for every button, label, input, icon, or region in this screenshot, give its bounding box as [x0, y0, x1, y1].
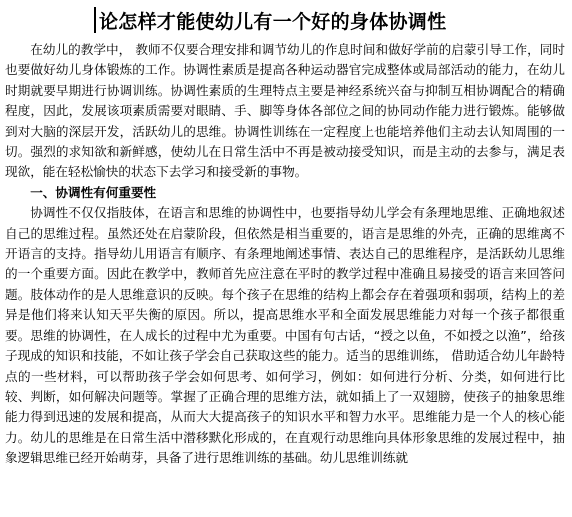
section-paragraph: 协调性不仅仅指肢体，在语言和思维的协调性中，也要指导幼儿学会有条理地思维、正确地叙述自己的思维过程。虽然还处在启蒙阶段，但依然是相当重要的，语言是思维的外壳，正确的思维离不开语言的支持。指导幼儿用语言有顺序、有条理地阐述事情、表达自己的思维程序，是活跃幼儿思维的一个重要方面。因此在教学中，教师首先应注意在平时的教学过程中准确且易接受的语言来回答问题。肢体动作的是人思维意识的反映。每个孩子在思维的结构上都会存在着强项和弱项，结构上的差异是他们将来认知天平失衡的原因。所以，提高思维水平和全面发展思维能力对每一个孩子都很重要。思维的协调性，在人成长的过程中尤为重要。中国有句古话，“授之以鱼，不如授之以渔”，给孩子现成的知识和技能，不如让孩子学会自己获取这些的能力。适当的思维训练， 借助适合幼儿年龄特点的一些材料，可以帮助孩子学会如何思考、如何学习，例如：如何进行分析、分类，如何进行比较、判断，如何解决问题等。掌握了正确合理的思维方法，就如插上了一双翅膀，使孩子的抽象思维能力得到迅速的发展和提高，从而大大提高孩子的知识水平和智力水平。思维能力是一个人的核心能力。幼儿的思维是在日常生活中潜移默化形成的，在直观行动思维向具体形象思维的发展过程中，抽象逻辑思维已经开始萌芽，具备了进行思维训练的基础。幼儿思维训练就 — [5, 205, 565, 466]
title-row — [94, 6, 446, 34]
text-cursor — [94, 7, 96, 33]
intro-paragraph: 在幼儿的教学中， 教师不仅要合理安排和调节幼儿的作息时间和做好学前的启蒙引导工作，同时也要做好幼儿身体锻炼的工作。协调性素质是提高各种运动器官完成整体或局部活动的能力，在幼儿时期就要早期进行协调训练。协调性素质的生理特点主要是神经系统兴奋与抑制互相协调配合的精确程度，因此，发展该项素质需要对眼睛、手、脚等身体各部位之间的协同动作能力进行锻炼。能够做到对大脑的深层开发，活跃幼儿的思维。协调性训练在一定程度上也能培养他们主动去认知周围的一切。强烈的求知欲和新鲜感，使幼儿在日常生活中不再是被动接受知识，而是主动的去参与，满足表现欲，能在轻松愉快的状态下去学习和接受新的事物。 — [5, 42, 565, 180]
document-body — [5, 40, 565, 469]
section-heading: 一、协调性有何重要性 — [30, 184, 157, 200]
document-title: 论怎样才能使幼儿有一个好的身体协调性 — [99, 10, 447, 33]
